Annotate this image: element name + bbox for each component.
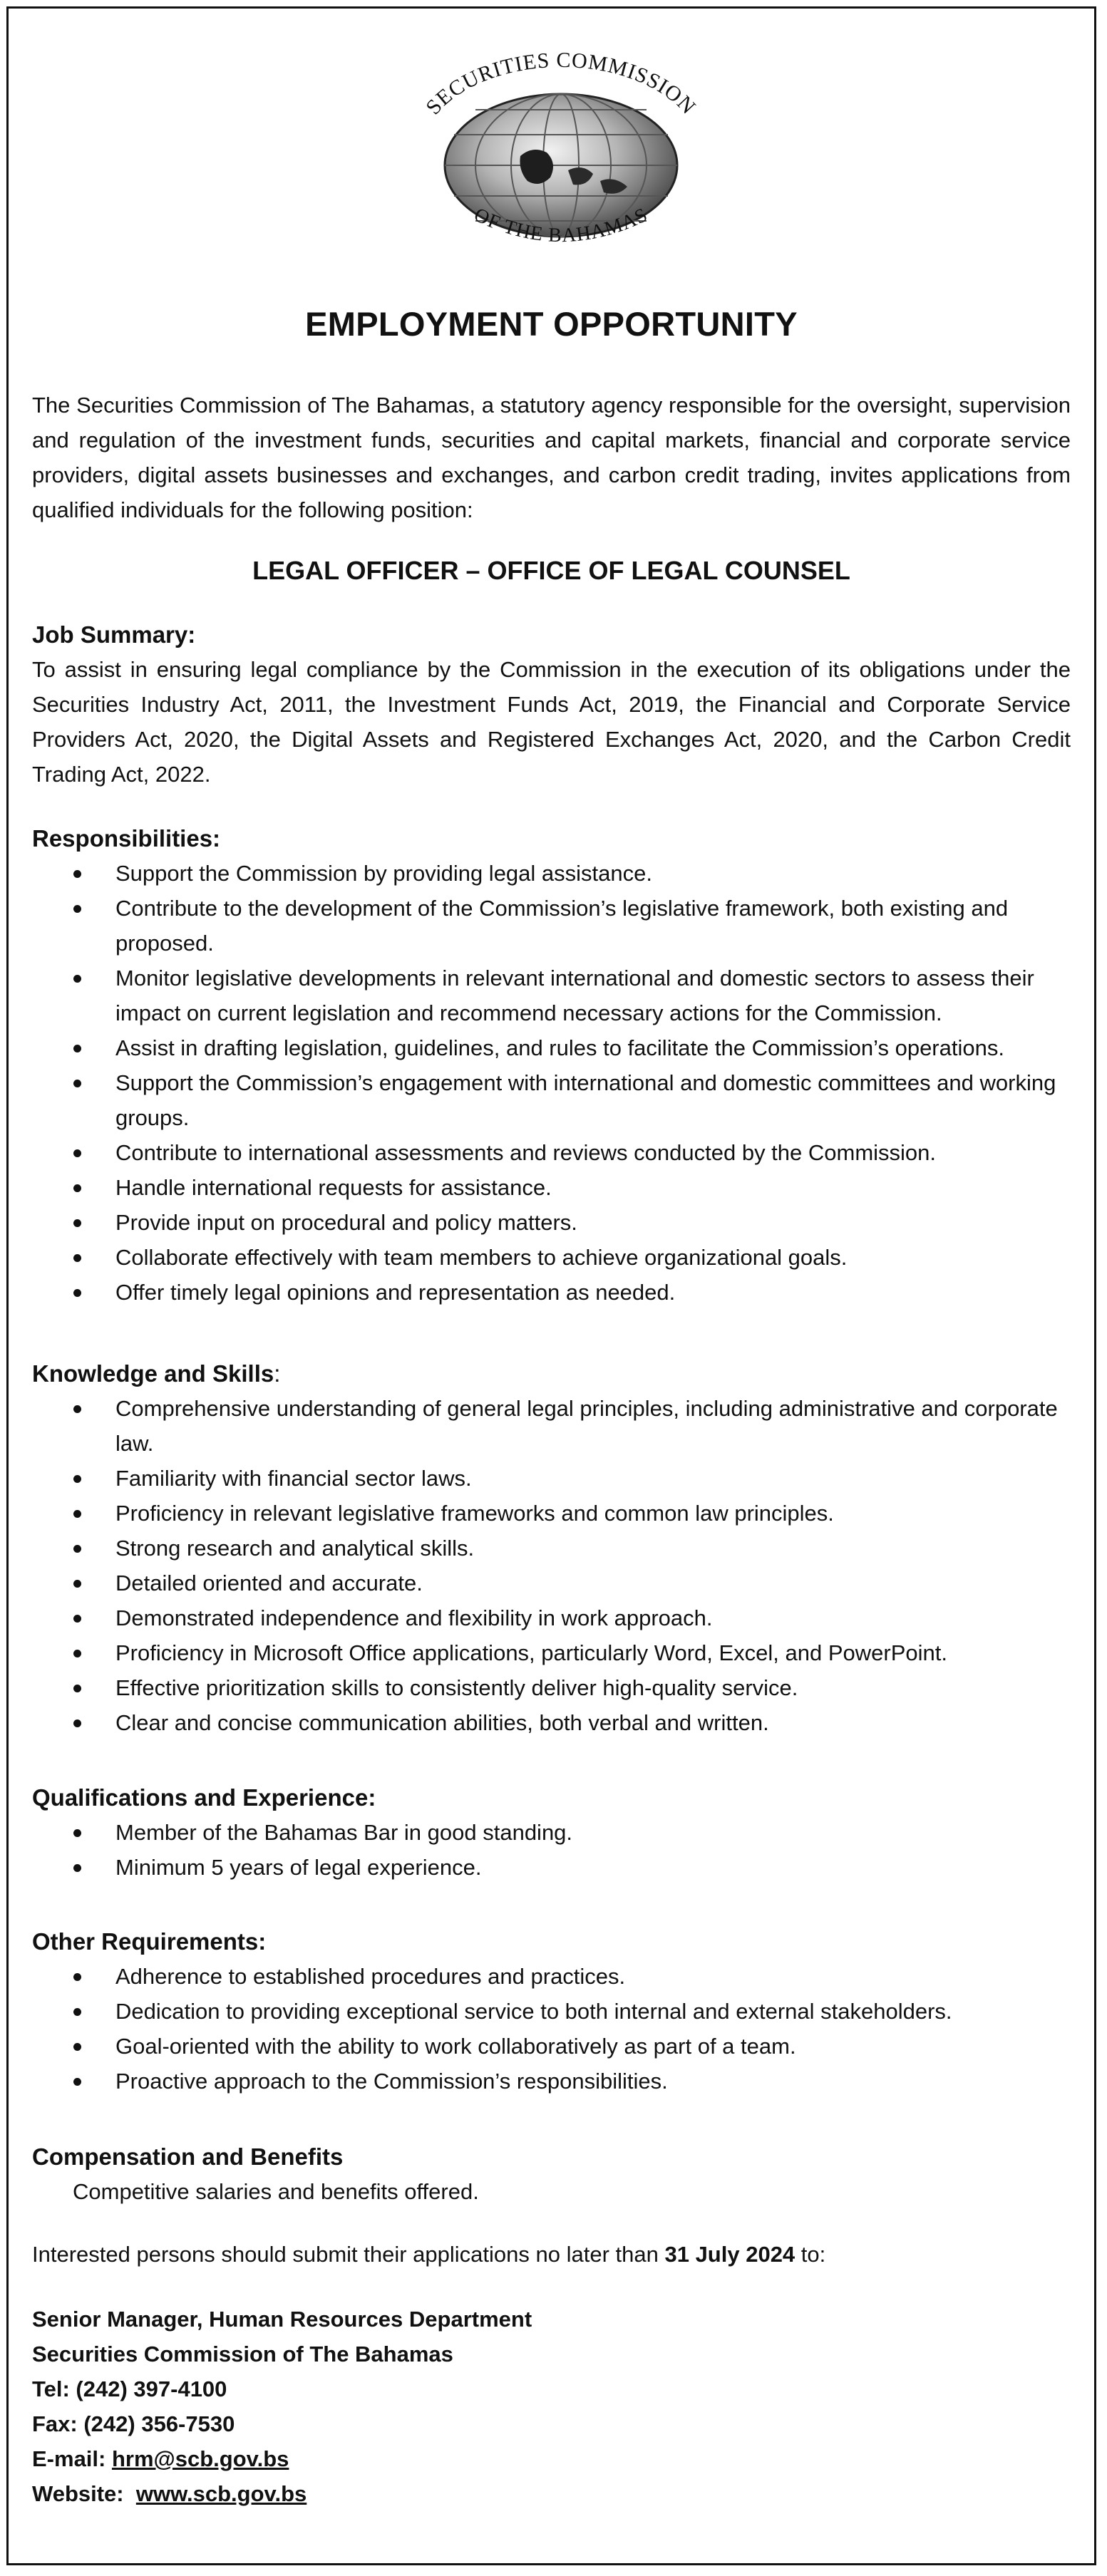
- contact-email-line: E-mail: hrm@scb.gov.bs: [32, 2446, 289, 2471]
- list-item: [32, 1635, 1071, 1670]
- list-item-text: Handle international requests for assistance.: [115, 1175, 552, 1200]
- list-item: [32, 1461, 1071, 1496]
- position-title: LEGAL OFFICER – OFFICE OF LEGAL COUNSEL: [252, 556, 850, 585]
- other-requirements-section: [32, 1924, 1071, 2099]
- contact-website-line: Website: www.scb.gov.bs: [32, 2481, 307, 2506]
- list-item: [32, 1566, 1071, 1600]
- compensation-text: Competitive salaries and benefits offered.: [73, 2179, 479, 2204]
- contact-tel: Tel: (242) 397-4100: [32, 2376, 227, 2401]
- responsibilities-list: [32, 856, 1071, 1310]
- list-item: [32, 2029, 1071, 2064]
- list-item-text: Goal-oriented with the ability to work collaboratively as part of a team.: [115, 2034, 796, 2059]
- job-summary-section: [32, 617, 1071, 792]
- bullet-icon: [73, 1510, 81, 1518]
- bullet-icon: [73, 1289, 81, 1297]
- bullet-icon: [73, 975, 81, 983]
- list-item: [32, 1496, 1071, 1531]
- list-item-text: Offer timely legal opinions and representation as needed.: [115, 1280, 676, 1305]
- bullet-icon: [73, 1545, 81, 1553]
- list-item-text: Proactive approach to the Commission’s responsibilities.: [115, 2069, 668, 2094]
- bullet-icon: [73, 870, 81, 878]
- list-item: [32, 1670, 1071, 1705]
- qualifications-heading: Qualifications and Experience:: [32, 1784, 376, 1811]
- list-item-text: Support the Commission by providing legal assistance.: [115, 861, 652, 886]
- list-item: [32, 1531, 1071, 1566]
- bullet-icon: [73, 1615, 81, 1623]
- list-item-text: Effective prioritization skills to consistently deliver high-quality service.: [115, 1675, 798, 1700]
- bullet-icon: [73, 1254, 81, 1262]
- bullet-icon: [73, 2043, 81, 2051]
- logo-bottom-text: OF THE BAHAMAS: [470, 203, 652, 247]
- list-item-text: Provide input on procedural and policy matters.: [115, 1210, 577, 1235]
- contact-organization: Securities Commission of The Bahamas: [32, 2342, 453, 2366]
- list-item-text: Familiarity with financial sector laws.: [115, 1466, 472, 1491]
- compensation-section: [32, 2139, 1071, 2209]
- contact-recipient: Senior Manager, Human Resources Department: [32, 2307, 532, 2332]
- other-requirements-list: [32, 1959, 1071, 2099]
- contact-fax: Fax: (242) 356-7530: [32, 2411, 235, 2436]
- contact-block: [32, 2302, 1071, 2511]
- logo-top-text: SECURITIES COMMISSION: [421, 48, 701, 120]
- list-item-text: Detailed oriented and accurate.: [115, 1571, 423, 1595]
- list-item-text: Monitor legislative developments in relevant international and domestic sectors to assess their impact on current legislation and recommend necessary actions for the Commission.: [115, 966, 1034, 1025]
- knowledge-list: [32, 1391, 1071, 1740]
- list-item: [32, 1815, 1071, 1850]
- bullet-icon: [73, 1719, 81, 1727]
- list-item-text: Adherence to established procedures and practices.: [115, 1964, 626, 1989]
- list-item-text: Contribute to international assessments and reviews conducted by the Commission.: [115, 1140, 937, 1165]
- deadline-date: 31 July 2024: [664, 2242, 796, 2267]
- bullet-icon: [73, 1184, 81, 1192]
- other-requirements-heading: Other Requirements:: [32, 1928, 267, 1955]
- job-summary-heading: Job Summary:: [32, 621, 196, 648]
- list-item: [32, 1600, 1071, 1635]
- email-link[interactable]: hrm@scb.gov.bs: [111, 2446, 289, 2471]
- knowledge-section: [32, 1356, 1071, 1740]
- compensation-heading: Compensation and Benefits: [32, 2143, 344, 2170]
- list-item: [32, 961, 1071, 1030]
- list-item: [32, 891, 1071, 961]
- list-item-text: Proficiency in Microsoft Office applications, particularly Word, Excel, and PowerPoint.: [115, 1640, 948, 1665]
- list-item-text: Comprehensive understanding of general legal principles, including administrative and corporate law.: [115, 1396, 1058, 1456]
- list-item: [32, 1030, 1071, 1065]
- securities-commission-logo: [401, 46, 721, 281]
- bullet-icon: [73, 1149, 81, 1157]
- website-link[interactable]: www.scb.gov.bs: [135, 2481, 307, 2506]
- list-item: [32, 1205, 1071, 1240]
- qualifications-section: [32, 1780, 1071, 1885]
- list-item: [32, 1170, 1071, 1205]
- list-item-text: Demonstrated independence and flexibility in work approach.: [115, 1605, 713, 1630]
- list-item-text: Member of the Bahamas Bar in good standing.: [115, 1820, 573, 1845]
- bullet-icon: [73, 2008, 81, 2016]
- list-item: [32, 1391, 1071, 1461]
- list-item: [32, 1240, 1071, 1275]
- responsibilities-heading: Responsibilities:: [32, 825, 221, 852]
- list-item-text: Assist in drafting legislation, guidelines, and rules to facilitate the Commission’s operations.: [115, 1035, 1004, 1060]
- deadline-text: Interested persons should submit their applications no later than 31 July 2024 to:: [32, 2242, 826, 2267]
- list-item: [32, 1275, 1071, 1310]
- bullet-icon: [73, 1650, 81, 1657]
- bullet-icon: [73, 1864, 81, 1872]
- list-item-text: Collaborate effectively with team members to achieve organizational goals.: [115, 1245, 848, 1270]
- list-item-text: Strong research and analytical skills.: [115, 1536, 475, 1561]
- responsibilities-section: [32, 821, 1071, 1310]
- list-item: [32, 1705, 1071, 1740]
- bullet-icon: [73, 1219, 81, 1227]
- bullet-icon: [73, 1405, 81, 1413]
- list-item: [32, 1065, 1071, 1135]
- intro-paragraph: The Securities Commission of The Bahamas, a statutory agency responsible for the oversight, supervision and regulation of the investment funds, securities and capital markets, financial and corporate service providers, digital assets businesses and exchanges, and carbon credit trading, invites applications from qualified individuals for the following position:: [32, 393, 1071, 522]
- bullet-icon: [73, 905, 81, 913]
- list-item-text: Minimum 5 years of legal experience.: [115, 1855, 482, 1880]
- advertisement-page: [6, 6, 1096, 2565]
- list-item: [32, 1959, 1071, 1994]
- page-title: EMPLOYMENT OPPORTUNITY: [305, 305, 798, 343]
- list-item-text: Proficiency in relevant legislative frameworks and common law principles.: [115, 1501, 834, 1526]
- knowledge-heading: Knowledge and Skills:: [32, 1360, 281, 1387]
- bullet-icon: [73, 1973, 81, 1981]
- list-item: [32, 856, 1071, 891]
- bullet-icon: [73, 1080, 81, 1087]
- list-item-text: Contribute to the development of the Commission’s legislative framework, both existing and proposed.: [115, 896, 1009, 956]
- job-summary-text: To assist in ensuring legal compliance by the Commission in the execution of its obligations under the Securities Industry Act, 2011, the Investment Funds Act, 2019, the Financial and Corporate Service Providers Act, 2020, the Digital Assets and Registered Exchanges Act, 2020, and the Carbon Credit Trading Act, 2022.: [32, 657, 1071, 787]
- list-item: [32, 1135, 1071, 1170]
- bullet-icon: [73, 1580, 81, 1588]
- list-item-text: Support the Commission’s engagement with international and domestic committees and working groups.: [115, 1070, 1056, 1130]
- bullet-icon: [73, 1685, 81, 1692]
- bullet-icon: [73, 1829, 81, 1837]
- list-item: [32, 2064, 1071, 2099]
- list-item-text: Dedication to providing exceptional service to both internal and external stakeholders.: [115, 1999, 952, 2024]
- qualifications-list: [32, 1815, 1071, 1885]
- list-item-text: Clear and concise communication abilities, both verbal and written.: [115, 1710, 769, 1735]
- bullet-icon: [73, 2078, 81, 2086]
- list-item: [32, 1850, 1071, 1885]
- list-item: [32, 1994, 1071, 2029]
- bullet-icon: [73, 1475, 81, 1483]
- bullet-icon: [73, 1045, 81, 1052]
